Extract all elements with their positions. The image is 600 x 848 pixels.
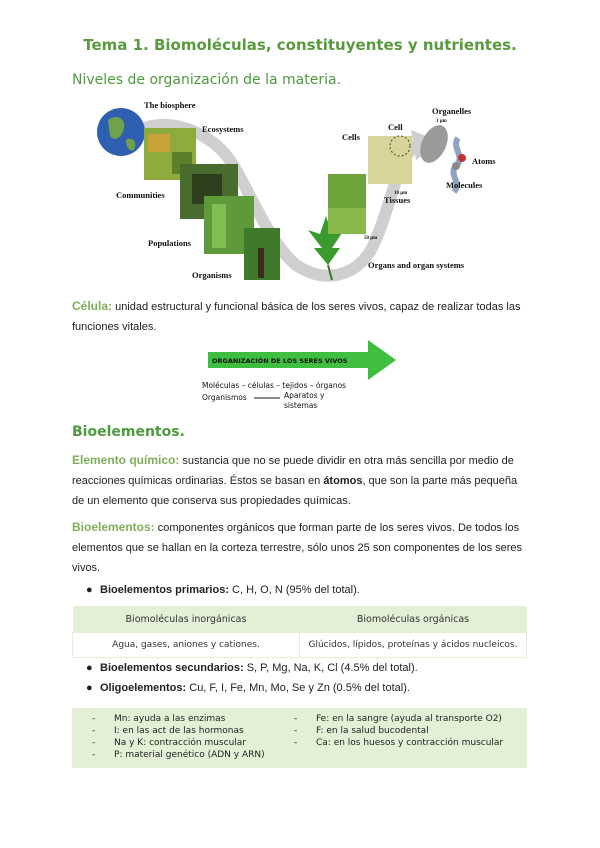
oligo-right-list — [294, 714, 503, 750]
label-molecules: Molecules — [446, 180, 483, 190]
section-heading-niveles: Niveles de organización de la materia. — [72, 72, 342, 88]
dash-icon: - — [294, 726, 298, 736]
bullet-primarios — [86, 584, 360, 596]
table-cell-inorganicas: Agua, gases, aniones y cationes. — [73, 633, 300, 658]
bullet-dot: ● — [86, 682, 93, 694]
elemento-definition — [72, 450, 527, 511]
label-cell: Cell — [388, 122, 403, 132]
table-header-row — [73, 606, 527, 633]
label-communities: Communities — [116, 190, 165, 200]
ecosystem-detail — [148, 134, 170, 152]
flow-arrow-text: ORGANIZACIÓN DE LOS SERES VIVOS — [212, 357, 348, 365]
list-item — [294, 726, 503, 738]
bioelementos-definition — [72, 517, 527, 578]
list-item — [92, 750, 265, 762]
label-tissues: Tissues — [384, 195, 411, 205]
list-item-text: P: material genético (ADN y ARN) — [114, 750, 265, 760]
elemento-text-2: , que son la parte más pequeña de un elemento que conserva sus propiedades químicas. — [72, 475, 518, 507]
tissue-image — [328, 208, 366, 234]
flow-line-2-sistemas: sistemas — [284, 401, 318, 410]
dash-icon: - — [92, 738, 96, 748]
table-header-inorganicas: Biomoléculas inorgánicas — [73, 606, 300, 633]
flow-line-2-organismos: Organismos — [202, 393, 247, 402]
bullet-oligoelementos — [86, 682, 410, 694]
label-scale-1um: 1 µm — [436, 119, 447, 124]
table-header-organicas: Biomoléculas orgánicas — [300, 606, 527, 633]
list-item — [92, 738, 265, 750]
oligo-text: Cu, F, I, Fe, Mn, Mo, Se y Zn (0.5% del total). — [186, 682, 410, 694]
label-organs: Organs and organ systems — [368, 260, 465, 270]
list-item-text: Fe: en la sangre (ayuda al transporte O2) — [316, 714, 502, 724]
secundarios-text: S, P, Mg, Na, K, Cl (4.5% del total). — [243, 662, 418, 674]
table-cell-organicas: Glúcidos, lípidos, proteínas y ácidos nucleicos. — [300, 633, 527, 658]
oligoelementos-box — [72, 708, 527, 768]
bullet-dot: ● — [86, 584, 93, 596]
atom-1 — [458, 154, 466, 162]
label-organisms: Organisms — [192, 270, 232, 280]
bullet-secundarios — [86, 662, 418, 674]
page-title: Tema 1. Biomoléculas, constituyentes y nutrientes. — [83, 36, 517, 54]
flow-line-1: Moléculas – células – tejidos – órganos — [202, 381, 347, 390]
label-organelles: Organelles — [432, 106, 472, 116]
list-item-text: Na y K: contracción muscular — [114, 738, 246, 748]
oligo-left-list — [92, 714, 265, 762]
label-scale-10um: 10 µm — [394, 191, 408, 196]
elemento-bold: átomos — [323, 475, 363, 487]
section-heading-bioelementos: Bioelementos. — [72, 424, 185, 440]
flow-line-2-aparatos: Aparatos y — [284, 391, 325, 400]
populations-detail — [212, 204, 226, 248]
celula-text: unidad estructural y funcional básica de los seres vivos, capaz de realizar todas las funciones vitales. — [72, 301, 521, 333]
list-item-text: Ca: en los huesos y contracción muscular — [316, 738, 504, 748]
list-item-text: Mn: ayuda a las enzimas — [114, 714, 226, 724]
label-scale-50um: 50 µm — [364, 236, 378, 241]
label-atoms: Atoms — [472, 156, 496, 166]
list-item — [294, 738, 503, 750]
secundarios-label: Bioelementos secundarios: — [100, 662, 244, 674]
bioelementos-term: Bioelementos: — [72, 520, 155, 534]
organization-levels-figure — [96, 100, 516, 285]
primarios-text: C, H, O, N (95% del total). — [228, 584, 360, 596]
organization-flow-sketch — [200, 338, 400, 413]
dash-icon: - — [92, 726, 96, 736]
table-row — [73, 633, 527, 658]
dash-icon: - — [294, 738, 298, 748]
primarios-label: Bioelementos primarios: — [100, 584, 229, 596]
elemento-term: Elemento químico: — [72, 453, 180, 467]
list-item-text: F: en la salud bucodental — [316, 726, 429, 736]
elemento-text-1: sustancia que no se puede dividir en otra más sencilla por medio de reacciones químicas ordinarias. Éstos se basan en — [72, 455, 514, 487]
bullet-dot: ● — [86, 662, 93, 674]
biomoleculas-table — [72, 606, 527, 658]
list-item — [294, 714, 503, 726]
celula-term: Célula: — [72, 299, 113, 313]
label-cells: Cells — [342, 132, 360, 142]
organisms-trunk — [258, 248, 264, 278]
celula-definition — [72, 296, 527, 337]
dash-icon: - — [294, 714, 298, 724]
list-item-text: I: en las act de las hormonas — [114, 726, 244, 736]
bioelementos-text: componentes orgánicos que forman parte de los seres vivos. De todos los elementos que se hallan en la corteza terrestre, sólo unos 25 son componentes de los seres vivos. — [72, 522, 523, 574]
organs-image — [328, 174, 366, 208]
label-biosphere: The biosphere — [144, 100, 196, 110]
list-item — [92, 714, 265, 726]
label-ecosystems: Ecosystems — [202, 124, 244, 134]
oligo-label: Oligoelementos: — [100, 682, 187, 694]
dash-icon: - — [92, 750, 96, 760]
dash-icon: - — [92, 714, 96, 724]
label-populations: Populations — [148, 238, 191, 248]
atom-2 — [452, 162, 460, 170]
list-item — [92, 726, 265, 738]
